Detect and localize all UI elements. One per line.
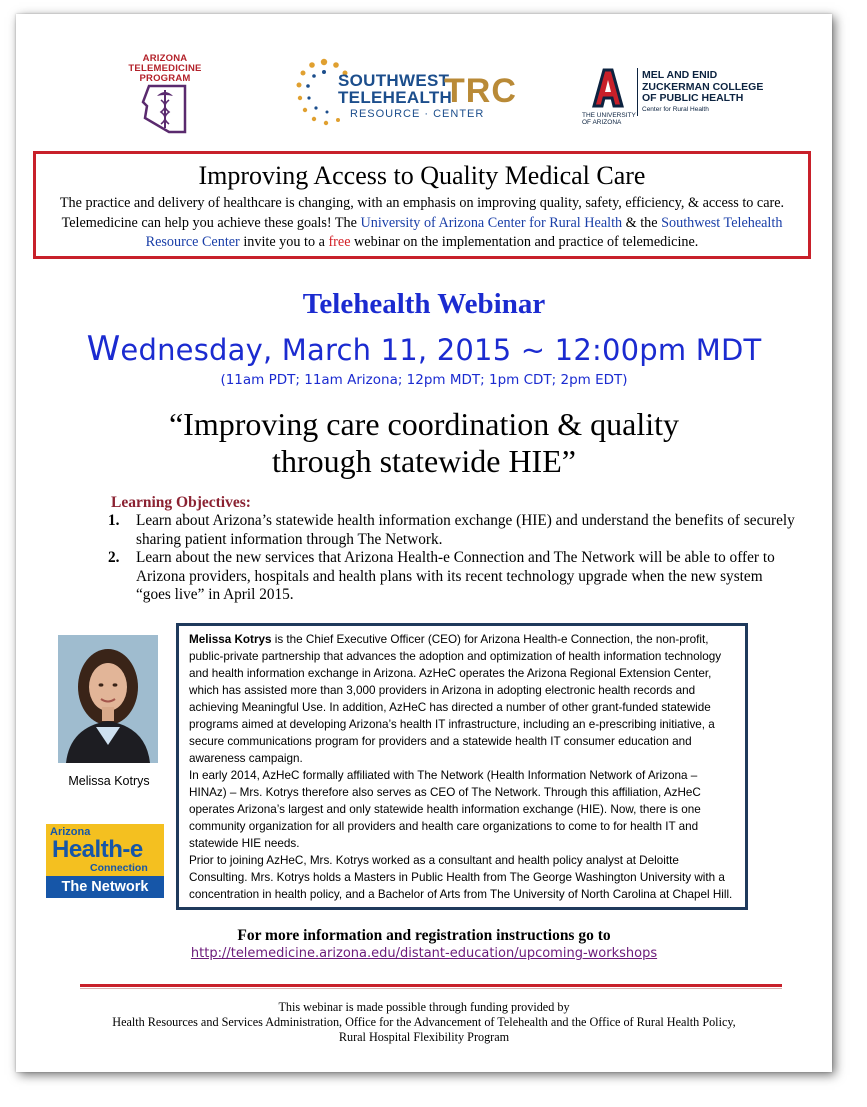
trc-line2: TELEHEALTH — [338, 88, 453, 107]
funding-line: Health Resources and Services Administration, Office for the Advancement of Telehealth and the Office of Rural Health Policy, — [112, 1015, 736, 1029]
ua-name-line: OF PUBLIC HEALTH — [642, 92, 744, 104]
hec-sub: Connection — [90, 862, 148, 874]
trc-big-letters: TRC — [444, 72, 517, 110]
ua-divider — [637, 68, 638, 116]
speaker-caption: Melissa Kotrys — [68, 774, 150, 788]
topic-line2: through statewide HIE” — [272, 443, 576, 479]
ua-college-name — [642, 70, 763, 114]
ua-sub: Center for Rural Health — [642, 105, 709, 113]
trc-name — [338, 72, 452, 106]
bio-paragraph: In early 2014, AzHeC formally affiliated with The Network (Health Information Network of Arizona – HINAz) – Mrs. Kotrys therefore also serves as CEO of The Network. Through this affiliation, AzHeC operates Arizona’s largest and only statewide health information exchange (HIE). Now, there is one community organization for all providers and health care organizations to come to for health IT and statewide HIE needs. — [189, 769, 701, 850]
webinar-topic — [16, 406, 832, 480]
logo-text-line: ARIZONA — [142, 53, 188, 64]
more-info-text: For more information and registration instructions go to — [237, 927, 611, 944]
bio-paragraph: Prior to joining AzHeC, Mrs. Kotrys worked as a consultant and health policy analyst at Deloitte Consulting. Mrs. Kotrys holds a Masters in Public Health from The George Washington University with a concentration in health policy, and a Bachelor of Arts from The University of North Carolina at Chapel Hill. — [189, 854, 733, 901]
footer-divider-shadow — [80, 988, 782, 989]
logo-text-line: PROGRAM — [139, 73, 191, 84]
trc-line1: SOUTHWEST — [338, 71, 450, 90]
arizona-telemedicine-logo — [120, 54, 210, 134]
date-initial: W — [86, 329, 121, 369]
objective-item — [108, 549, 798, 605]
objective-number: 2. — [108, 549, 120, 566]
intro-paragraph — [54, 194, 790, 253]
hec-top: Arizona — [50, 826, 91, 838]
objective-item — [108, 512, 798, 549]
ua-label — [582, 112, 636, 126]
intro-text-3: invite you to a — [239, 234, 329, 250]
free-text: free — [328, 234, 351, 250]
health-e-connection-logo — [46, 824, 164, 898]
webinar-title: Telehealth Webinar — [302, 288, 546, 320]
registration-link[interactable]: http://telemedicine.arizona.edu/distant-education/upcoming-workshops — [190, 946, 658, 961]
trc-line3: RESOURCE · CENTER — [350, 108, 485, 120]
funding-line: Rural Hospital Flexibility Program — [338, 1030, 510, 1044]
footer-divider — [80, 984, 782, 987]
bio-name: Melissa Kotrys — [189, 633, 272, 646]
flyer-page — [16, 14, 832, 1072]
intro-text-4: webinar on the implementation and practice of telemedicine. — [350, 234, 699, 250]
speaker-bio-box — [176, 623, 748, 910]
objective-text: Learn about Arizona’s statewide health information exchange (HIE) and understand the benefits of securely sharing patient information through The Network. — [136, 512, 795, 548]
ua-label-line1: THE UNIVERSITY — [582, 112, 636, 119]
hec-main: Health-e — [52, 836, 143, 863]
intro-text-1: The practice and delivery of healthcare is changing, with an emphasis on improving quality, safety, efficiency, & access to care. Telemedicine can help you achieve these goals! The — [59, 195, 785, 231]
ua-label-line2: OF ARIZONA — [582, 119, 622, 126]
university-of-arizona-logo — [582, 66, 782, 132]
center-rural-health-link[interactable]: University of Arizona Center for Rural Health — [360, 214, 623, 231]
intro-heading: Improving Access to Quality Medical Care — [198, 161, 646, 190]
bio-text-1: is the Chief Executive Officer (CEO) for Arizona Health-e Connection, the non-profit, public-private partnership that advances the adoption and optimization of health information technology and health information exchange in Arizona. AzHeC operates the Arizona Regional Extension Center, which has assisted more than 3,000 providers in Arizona in adopting electronic health records and achieving Meaningful Use. In addition, AzHeC has directed a number of other grant-funded statewide programs aimed at developing Arizona’s health IT infrastructure, including an e-prescribing initiative, a secure communications program for providers and a statewide health IT consumer education and awareness campaign. — [189, 633, 722, 765]
intro-box — [33, 151, 811, 259]
objectives-heading: Learning Objectives: — [111, 494, 251, 511]
objective-text: Learn about the new services that Arizona Health-e Connection and The Network will be able to offer to Arizona providers, hospitals and health plans with its recent technology upgrade when the new system “goes live” in April 2015. — [136, 549, 775, 603]
southwest-trc-logo — [294, 52, 554, 142]
ua-name-line: ZUCKERMAN COLLEGE — [642, 80, 764, 93]
speaker-portrait-image — [58, 635, 158, 763]
bio-paragraph — [189, 631, 737, 767]
funding-notice — [16, 1000, 832, 1045]
webinar-date — [16, 329, 832, 369]
swtrc-link[interactable]: Southwest Telehealth Resource Center — [145, 214, 783, 250]
intro-text-2: & the — [622, 214, 662, 231]
objective-number: 1. — [108, 512, 120, 529]
webinar-timezones: (11am PDT; 11am Arizona; 12pm MDT; 1pm CDT; 2pm EDT) — [220, 372, 628, 388]
arizona-state-caduceus-icon — [135, 84, 195, 134]
logo-text-line: TELEMEDICINE — [128, 63, 202, 74]
funding-line: This webinar is made possible through funding provided by — [278, 1000, 570, 1014]
topic-line1: “Improving care coordination & quality — [168, 406, 680, 442]
speaker-photo — [58, 635, 158, 763]
date-rest: ednesday, March 11, 2015 ~ 12:00pm MDT — [120, 333, 762, 367]
ua-name-line: MEL AND ENID — [642, 69, 718, 81]
hec-bar: The Network — [46, 876, 164, 898]
block-a-icon — [588, 66, 628, 110]
